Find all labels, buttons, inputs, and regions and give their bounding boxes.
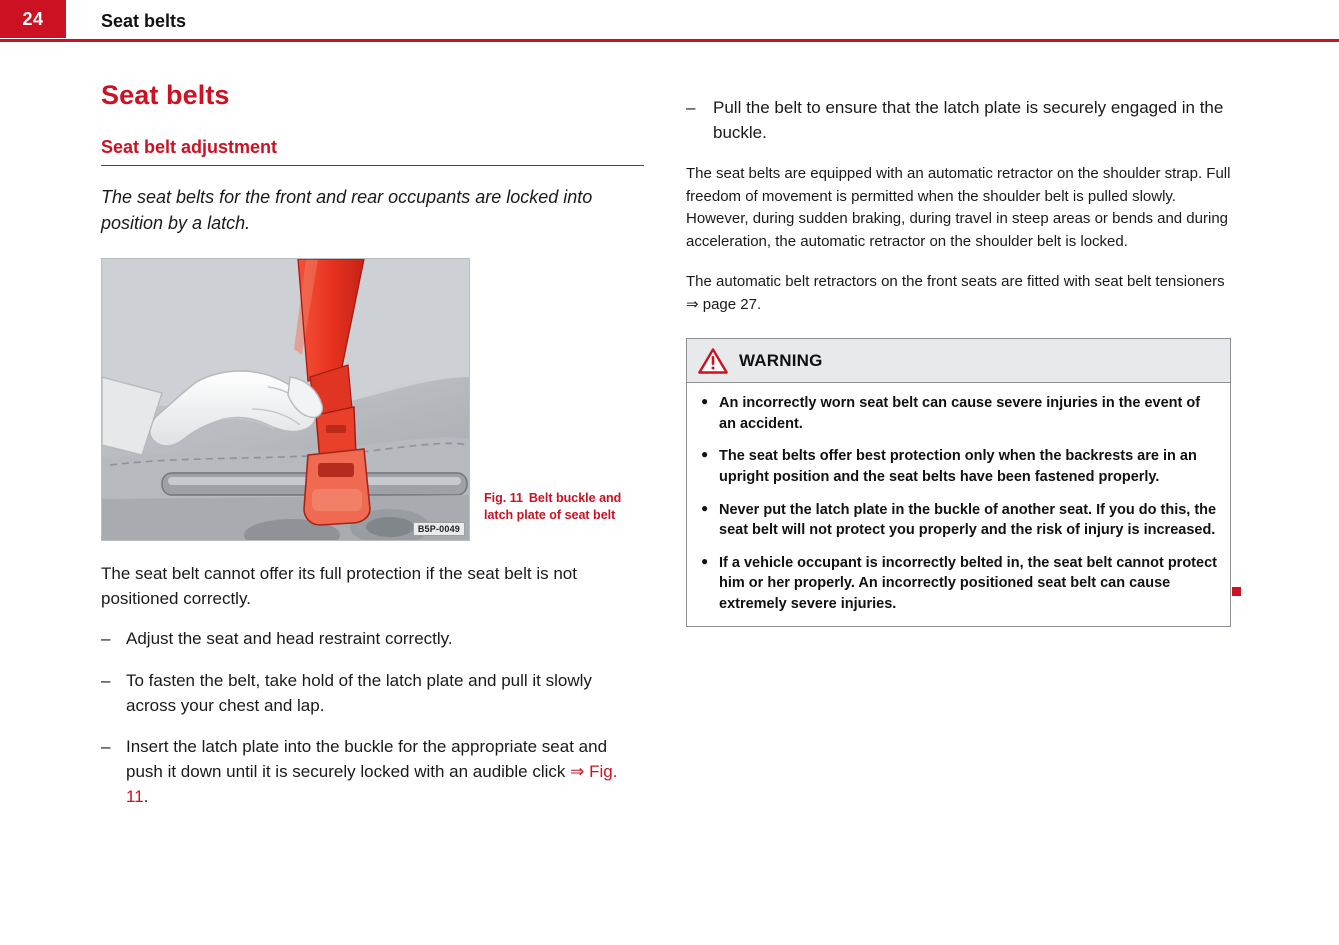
- warning-triangle-svg: [698, 348, 728, 374]
- figure-caption: [484, 490, 644, 524]
- fasten-steps-list: [101, 627, 644, 809]
- warning-list-item: [697, 446, 1218, 487]
- warning-title: WARNING: [739, 350, 823, 370]
- warning-item-text: An incorrectly worn seat belt can cause severe injuries in the event of an accident.: [719, 395, 1201, 432]
- right-paragraph-2-pre: The automatic belt retractors on the front seats are fitted with seat belt tensioners: [686, 273, 1225, 291]
- page-crossreference-link[interactable]: ⇒ page 27: [686, 295, 757, 313]
- right-column: [686, 80, 1231, 627]
- warning-box: [686, 338, 1231, 627]
- bullet-icon: ●: [701, 447, 709, 462]
- dash-marker: –: [101, 629, 111, 649]
- list-item-text: Adjust the seat and head restraint correctly.: [126, 629, 453, 649]
- warning-item-text: The seat belts offer best protection only when the backrests are in an upright position and the seat belts have been fastened properly.: [719, 448, 1197, 486]
- belt-buckle-illustration-svg: [102, 259, 470, 541]
- warning-list-item: [697, 553, 1218, 615]
- warning-triangle-icon: [698, 348, 728, 374]
- page-title: Seat belts: [101, 80, 230, 110]
- fasten-steps-continued-list: [686, 96, 1231, 145]
- warning-item-text: If a vehicle occupant is incorrectly belted in, the seat belt cannot protect him or her properly. An incorrectly positioned seat belt can cause extremely severe injuries.: [719, 554, 1217, 612]
- bullet-icon: ●: [701, 500, 709, 515]
- page-number: 24: [0, 0, 66, 38]
- list-item: [101, 669, 644, 718]
- figure-label: Fig. 11: [484, 491, 523, 506]
- warning-list-item: [697, 500, 1218, 541]
- warning-list: [697, 393, 1218, 614]
- right-paragraph-2: [686, 271, 1231, 316]
- bullet-icon: ●: [701, 394, 709, 409]
- list-item-text: To fasten the belt, take hold of the latch plate and pull it slowly across your chest and lap.: [126, 671, 592, 715]
- warning-item-text: Never put the latch plate in the buckle of another seat. If you do this, the seat belt will not protect you properly and the risk of injury is increased.: [719, 501, 1217, 539]
- header-rule: [0, 39, 1339, 42]
- list-item: [686, 96, 1231, 145]
- list-item: [101, 735, 644, 809]
- list-item-text: Insert the latch plate into the buckle for the appropriate seat and push it down until it is securely locked with an audible click: [126, 737, 608, 782]
- figure-code: B5P-0049: [413, 522, 465, 536]
- figure-caption-text: Belt buckle and latch plate of seat belt: [484, 491, 622, 523]
- left-paragraph-1: The seat belt cannot offer its full protection if the seat belt is not positioned correctly.: [101, 564, 577, 608]
- right-paragraph-1: The seat belts are equipped with an automatic retractor on the shoulder strap. Full freedom of movement is permitted when the shoulder belt is pulled slowly. However, during sudden braking, during travel in steep areas or bends and during acceleration, the automatic retractor on the shoulder belt is locked.: [686, 165, 1231, 250]
- dash-marker: –: [101, 671, 111, 691]
- figure-image-belt-buckle: [101, 258, 470, 541]
- left-column: [101, 80, 644, 809]
- right-paragraph-2-tail: .: [756, 295, 762, 313]
- dash-marker: –: [686, 98, 696, 117]
- list-item-text: Pull the belt to ensure that the latch plate is securely engaged in the buckle.: [713, 98, 1224, 142]
- list-item-tail: .: [143, 786, 149, 806]
- header-title: Seat belts: [101, 11, 187, 31]
- warning-header: [687, 339, 1230, 383]
- warning-body: [687, 383, 1230, 626]
- warning-list-item: [697, 393, 1218, 434]
- section-title: Seat belt adjustment: [101, 137, 644, 166]
- bullet-icon: ●: [701, 553, 709, 568]
- page-header: [0, 0, 1339, 40]
- section-end-marker: [1232, 587, 1241, 596]
- section-lead: The seat belts for the front and rear occupants are locked into position by a latch.: [101, 187, 593, 234]
- figure-block: [101, 258, 644, 542]
- list-item: [101, 627, 644, 652]
- dash-marker: –: [101, 737, 111, 757]
- figure-crossreference-link[interactable]: ⇒ Fig. 11: [126, 762, 618, 806]
